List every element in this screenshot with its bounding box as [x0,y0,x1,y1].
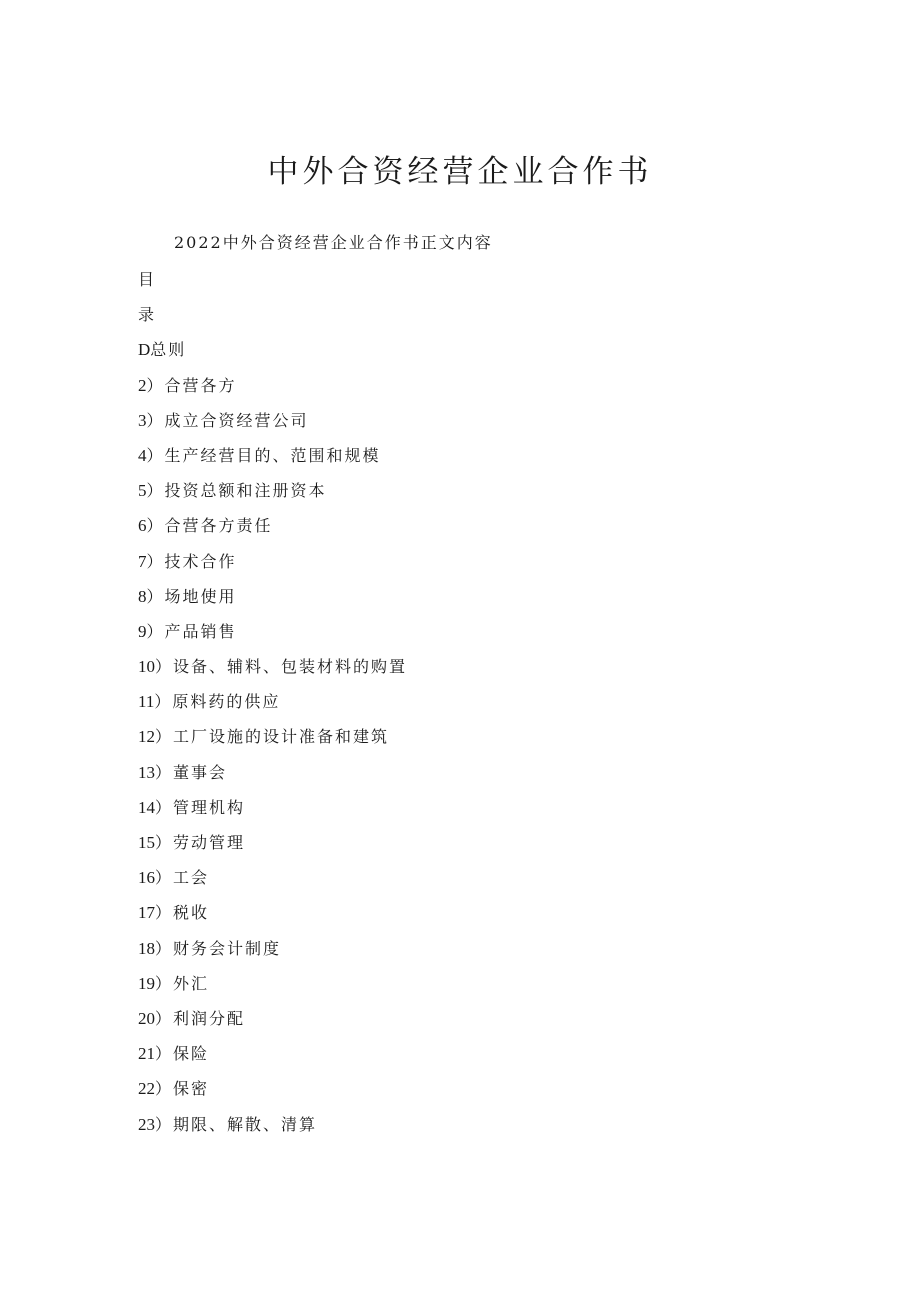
toc-entry-number: 10 [138,657,155,677]
toc-entry-number: 3 [138,410,147,430]
toc-entry-number: 13 [138,762,155,782]
toc-entry [138,376,407,411]
toc-entry [138,798,407,833]
toc-entry-number: 21 [138,1044,155,1064]
toc-entry-number: 11 [138,692,155,712]
toc-entry-number: 16 [138,868,155,888]
toc-entry-separator: ） [146,481,165,501]
toc-entry-label: 设备、辅料、包装材料的购置 [173,657,408,677]
toc-entry-separator: ） [154,692,173,712]
toc-entry-separator: ） [155,1008,174,1028]
toc-entry-label: 产品销售 [164,621,237,641]
toc-entry-separator: ） [155,727,174,747]
toc-entry-separator: ） [155,657,174,677]
toc-entry-separator: ） [155,797,174,817]
toc-entry-number: 9 [138,621,147,641]
toc-entry-separator: ） [146,621,165,641]
toc-entry-number: 23 [138,1114,155,1134]
toc-entry-separator: ） [155,1114,174,1134]
toc-entry-label: 期限、解散、清算 [173,1114,318,1134]
toc-entry-number: 19 [138,973,155,993]
toc-entry [138,1044,407,1079]
toc-entry-separator: ） [155,1079,174,1099]
toc-entry-label: 管理机构 [173,797,246,817]
toc-entry-separator: ） [146,445,165,465]
toc-entry-separator: ） [155,1044,174,1064]
toc-heading-line-2 [138,305,407,340]
toc-entry-number: 15 [138,833,155,852]
toc-entry-label: 工会 [173,868,210,888]
toc-entry [138,340,407,375]
toc-entry-label: 外汇 [173,973,210,993]
toc-entry-number: 6 [138,516,147,536]
toc-entry [138,974,407,1009]
table-of-contents [138,270,407,1150]
toc-entry [138,481,407,516]
toc-entry-number: 14 [138,797,155,817]
toc-entry-label: 总则 [150,340,187,360]
toc-entry-label: 董事会 [173,762,228,782]
toc-entry [138,622,407,657]
toc-entry-label: 保密 [173,1079,210,1099]
toc-entry [138,1115,407,1150]
toc-entry-label: 生产经营目的、范围和规模 [164,445,381,465]
toc-entry [138,868,407,903]
toc-entry-number: 7 [138,551,147,571]
toc-entry-label: 投资总额和注册资本 [164,481,327,501]
toc-entry-number: 22 [138,1079,155,1099]
toc-entry [138,833,407,868]
toc-entry-number: 17 [138,903,155,923]
toc-entry-label: 工厂设施的设计准备和建筑 [173,727,390,747]
toc-entry-separator: ） [155,903,174,923]
toc-entry [138,939,407,974]
toc-heading-line-1 [138,270,407,305]
toc-entry [138,516,407,551]
toc-heading-char: 录 [138,305,157,325]
toc-entry [138,552,407,587]
toc-entry-number: 8 [138,586,147,606]
toc-entry [138,657,407,692]
toc-entry [138,692,407,727]
toc-entry-separator: ） [155,762,174,782]
toc-entry-label: 成立合资经营公司 [164,410,309,430]
toc-entry-number: 18 [138,938,155,958]
toc-entry-number: 4 [138,445,147,465]
toc-entry-label: 合营各方 [164,375,237,395]
toc-heading-char: 目 [138,270,157,289]
toc-entry-separator: ） [155,938,174,958]
toc-entry-label: 保险 [173,1044,210,1064]
document-title: 中外合资经营企业合作书 [267,154,653,190]
toc-entry-number: 12 [138,727,155,747]
toc-entry-label: 技术合作 [164,551,237,571]
toc-entry-separator: ） [146,516,165,536]
toc-entry-separator: ） [146,410,165,430]
document-subtitle: 2022中外合资经营企业合作书正文内容 [174,233,493,252]
toc-entry-separator: ） [155,868,174,888]
toc-entry-separator: ） [146,375,165,395]
toc-entry-separator: ） [155,833,174,852]
toc-entry-label: 场地使用 [164,586,237,606]
toc-entry-label: 税收 [173,903,210,923]
toc-entry-number: 2 [138,375,147,395]
toc-entry-separator: ） [155,973,174,993]
toc-entry [138,1009,407,1044]
toc-entry [138,903,407,938]
toc-entry [138,587,407,622]
toc-entry-label: 财务会计制度 [173,938,282,958]
toc-entry-label: 合营各方责任 [164,516,273,536]
toc-entry [138,411,407,446]
toc-entry [138,727,407,762]
toc-entry-number: D [138,340,151,360]
toc-entry-separator: ） [146,586,165,606]
toc-entry [138,446,407,481]
toc-entry-number: 20 [138,1008,155,1028]
toc-entry-label: 原料药的供应 [172,692,281,712]
toc-entry-label: 劳动管理 [173,833,246,852]
toc-entry-separator: ） [146,551,165,571]
toc-entry-number: 5 [138,481,147,501]
toc-entry-label: 利润分配 [173,1008,246,1028]
toc-entry [138,1079,407,1114]
toc-entry [138,763,407,798]
